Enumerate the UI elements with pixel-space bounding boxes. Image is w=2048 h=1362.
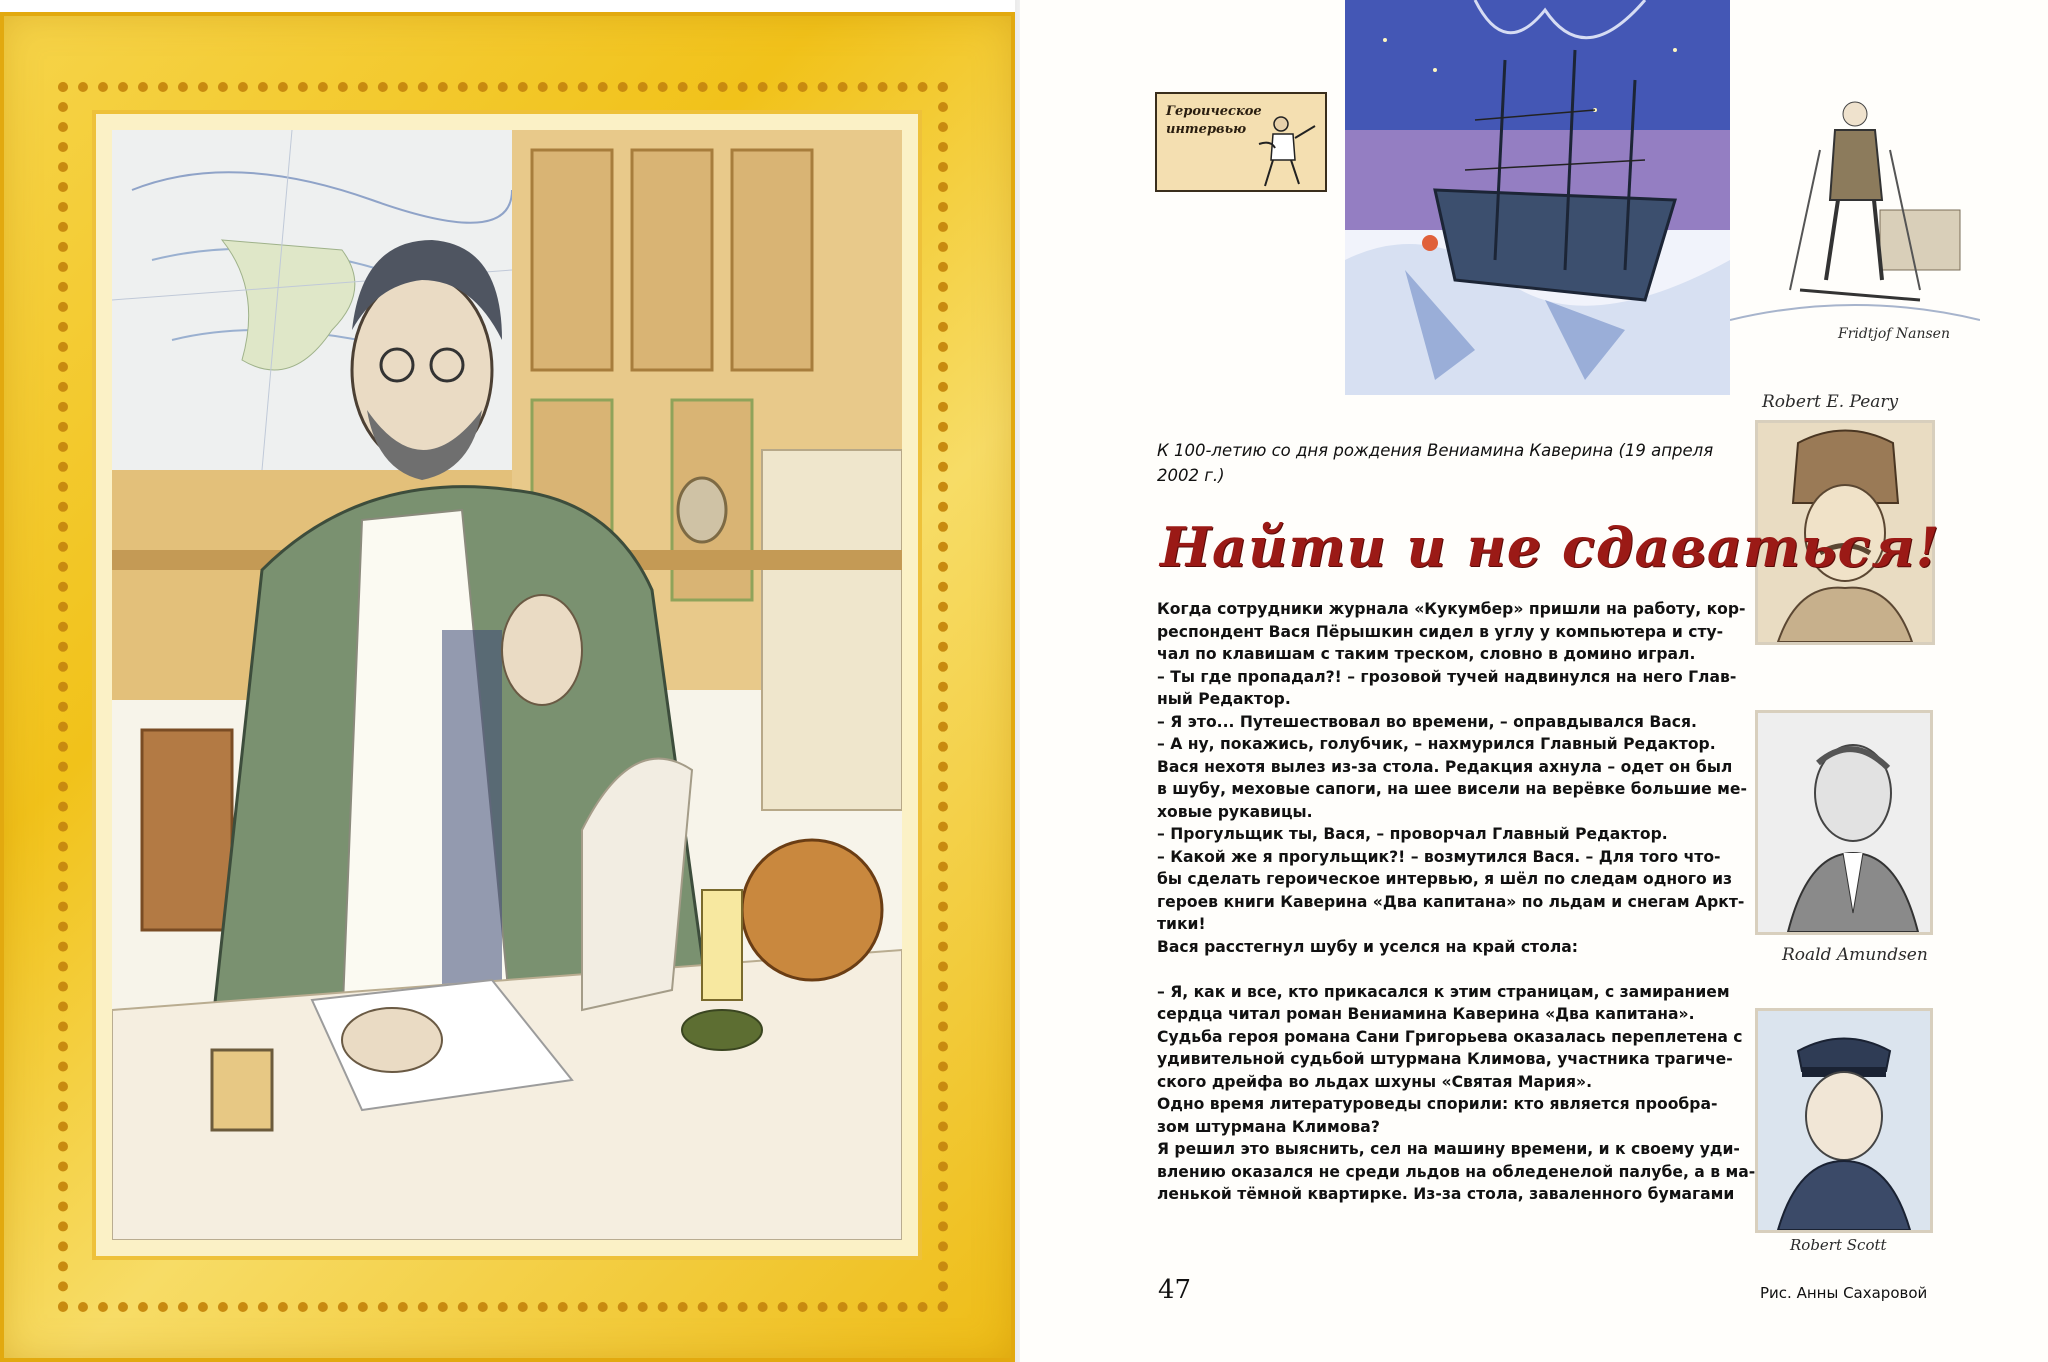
- illustration-credit: Рис. Анны Сахаровой: [1760, 1284, 1928, 1302]
- badge-line-2: интервью: [1166, 122, 1247, 137]
- article-line: Судьба героя романа Сани Григорьева оказалась переплетена с: [1157, 1027, 1743, 1046]
- scott-portrait: [1755, 1008, 1933, 1233]
- kaverin-portrait-illustration: [112, 130, 902, 1240]
- signature-amundsen: Roald Amundsen: [1782, 945, 1928, 965]
- signature-nansen: Fridtjof Nansen: [1838, 326, 1950, 342]
- article-line: героев книги Каверина «Два капитана» по льдам и снегам Аркт-: [1157, 892, 1745, 911]
- heroic-interview-badge: [1155, 92, 1327, 192]
- article-line: удивительной судьбой штурмана Климова, участника трагиче-: [1157, 1050, 1733, 1068]
- article-line: ный Редактор.: [1157, 690, 1291, 708]
- article-line: ского дрейфа во льдах шхуны «Святая Мария».: [1157, 1072, 1593, 1091]
- signature-peary: Robert E. Peary: [1762, 392, 1899, 412]
- amundsen-portrait: [1755, 710, 1933, 935]
- arctic-ship-illustration: [1345, 0, 1730, 395]
- left-page: [0, 0, 1020, 1362]
- article-line: сердца читал роман Вениамина Каверина «Два капитана».: [1157, 1005, 1695, 1023]
- article-line: Я решил это выяснить, сел на машину времени, и к своему уди-: [1157, 1140, 1740, 1158]
- badge-line-1: Героическое: [1166, 104, 1262, 119]
- article-line: – Я это... Путешествовал во времени, – оправдывался Вася.: [1157, 712, 1697, 731]
- article-line: чал по клавишам с таким треском, словно в домино играл.: [1157, 645, 1696, 663]
- article-headline: Найти и не сдаваться!: [1160, 515, 1941, 579]
- article-line: в шубу, меховые сапоги, на шее висели на верёвке большие ме-: [1157, 780, 1747, 798]
- right-page: [1020, 0, 2048, 1362]
- article-body: [1157, 598, 1756, 1206]
- article-line: Одно время литературоведы спорили: кто является прообра-: [1157, 1095, 1718, 1113]
- article-line: – Я, как и все, кто прикасался к этим страницам, с замиранием: [1157, 982, 1730, 1001]
- article-line: – Какой же я прогульщик?! – возмутился Вася. – Для того что-: [1157, 847, 1721, 866]
- article-line: ленькой тёмной квартирке. Из-за стола, заваленного бумагами: [1157, 1185, 1735, 1203]
- signature-scott: Robert Scott: [1790, 1236, 1887, 1254]
- article-line: респондент Вася Пёрышкин сидел в углу у компьютера и сту-: [1157, 622, 1724, 641]
- article-line: тики!: [1157, 915, 1206, 933]
- article-line: бы сделать героическое интервью, я шёл по следам одного из: [1157, 870, 1733, 888]
- article-paragraph-gap: [1157, 958, 1732, 981]
- page-number: 47: [1158, 1275, 1192, 1305]
- article-line: ховые рукавицы.: [1157, 802, 1313, 821]
- article-line: – Ты где пропадал?! – грозовой тучей надвинулся на него Глав-: [1157, 667, 1737, 686]
- article-line: Когда сотрудники журнала «Кукумбер» пришли на работу, кор-: [1157, 600, 1746, 618]
- article-line: Вася нехотя вылез из-за стола. Редакция ахнула – одет он был: [1157, 757, 1733, 776]
- article-line: влению оказался не среди льдов на обледенелой палубе, а в ма-: [1157, 1162, 1756, 1181]
- running-figure-icon: [1249, 112, 1319, 190]
- article-line: – А ну, покажись, голубчик, – нахмурился Главный Редактор.: [1157, 735, 1716, 753]
- nansen-skier-illustration: [1730, 90, 1980, 350]
- article-line: Вася расстегнул шубу и уселся на край стола:: [1157, 937, 1578, 956]
- article-line: зом штурмана Климова?: [1157, 1117, 1380, 1136]
- article-line: – Прогульщик ты, Вася, – проворчал Главный Редактор.: [1157, 825, 1668, 843]
- anniversary-caption: К 100-летию со дня рождения Вениамина Каверина (19 апреля 2002 г.): [1157, 441, 1714, 485]
